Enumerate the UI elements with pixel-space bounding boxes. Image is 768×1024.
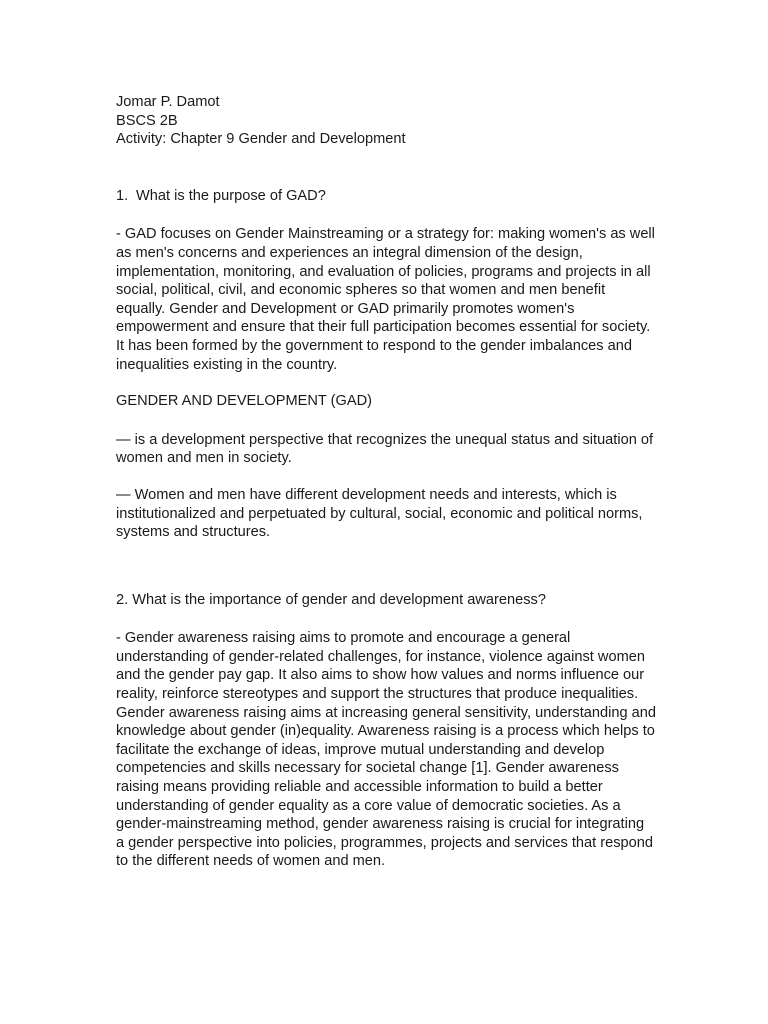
question-2: 2. What is the importance of gender and development awareness? <box>116 591 546 608</box>
question-1-number: 1. <box>116 187 129 204</box>
answer-2: - Gender awareness raising aims to promote and encourage a general understanding of gender-related challenges, for instance, violence against women and the gender pay gap. It also aims to show how values and norms influence our reality, reinforce stereotypes and support the structures that produce inequalities. Gender awareness raising aims at increasing general sensitivity, understanding and knowledge about gender (in)equality. Awareness raising is a process which helps to facilitate the exchange of ideas, improve mutual understanding and develop competencies and skills necessary for societal change [1]. Gender awareness raising means providing reliable and accessible information to build a better understanding of gender equality as a core value of democratic societies. As a gender-mainstreaming method, gender awareness raising is crucial for integrating a gender perspective into policies, programmes, projects and services that respond to the different needs of women and men. <box>116 630 656 870</box>
document-page <box>116 93 656 871</box>
question-1-text: What is the purpose of GAD? <box>136 187 326 204</box>
answer-1: - GAD focuses on Gender Mainstreaming or a strategy for: making women's as well as men's concerns and experiences an integral dimension of the design, implementation, monitoring, and evaluation of policies, programs and projects in all social, political, civil, and economic spheres so that women and men benefit equally. Gender and Development or GAD primarily promotes women's empowerment and ensure that their full participation becomes essential for society. It has been formed by the government to respond to the gender imbalances and inequalities existing in the country. <box>116 226 655 373</box>
student-section: BSCS 2B <box>116 112 178 129</box>
gad-definition-2: — Women and men have different development needs and interests, which is institutionalized and perpetuated by cultural, social, economic and political norms, systems and structures. <box>116 486 643 541</box>
activity-title: Activity: Chapter 9 Gender and Development <box>116 131 406 148</box>
student-name: Jomar P. Damot <box>116 94 220 110</box>
gad-definition-1: — is a development perspective that recognizes the unequal status and situation of women and men in society. <box>116 431 654 467</box>
question-1 <box>116 187 656 206</box>
gad-heading: GENDER AND DEVELOPMENT (GAD) <box>116 393 372 410</box>
